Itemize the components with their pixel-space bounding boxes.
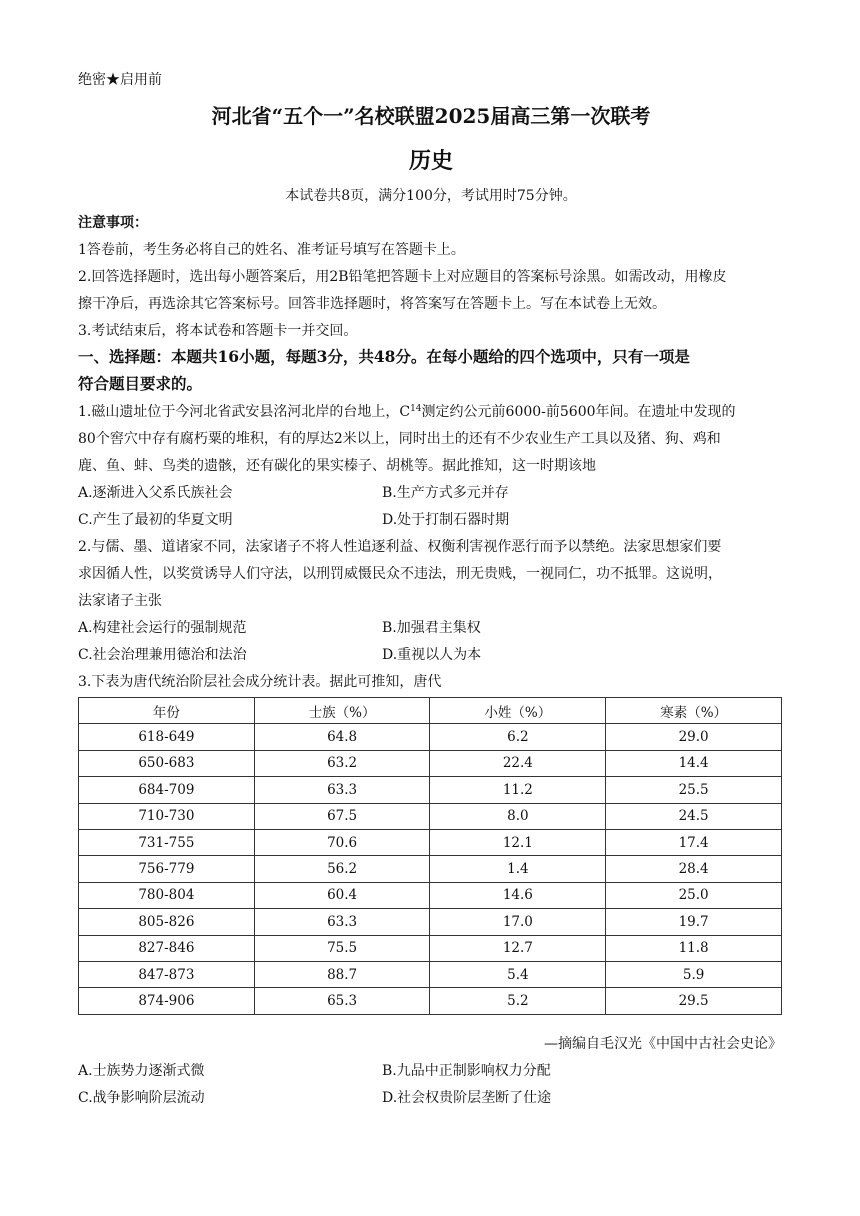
table-row (79, 777, 782, 803)
question-2-line-1: 2.与儒、墨、道诸家不同，法家诸子不将人性追逐利益、权衡利害视作恶行而予以禁绝。法家思想家们要 (78, 539, 722, 555)
table-cell: 56.2 (254, 856, 430, 882)
table-cell: 710-730 (79, 803, 255, 829)
notes-heading: 注意事项： (78, 215, 148, 231)
table-cell: 64.8 (254, 724, 430, 750)
question-1-superscript: 14 (410, 404, 422, 414)
section-heading-line-1: 一、选择题：本题共16小题，每题3分，共48分。在每小题给的四个选项中，只有一项是 (78, 347, 690, 366)
table-row (79, 750, 782, 776)
question-1-option-c[interactable]: C.产生了最初的华夏文明 (78, 512, 233, 528)
table-cell: 5.9 (606, 961, 782, 987)
table-header-cell: 士族（%） (254, 698, 430, 724)
table-header-cell: 寒素（%） (606, 698, 782, 724)
question-2-line-3: 法家诸子主张 (78, 593, 162, 609)
table-cell: 25.5 (606, 777, 782, 803)
question-2-option-b[interactable]: B.加强君主集权 (382, 620, 481, 636)
table-cell: 17.4 (606, 829, 782, 855)
section-heading-line-2: 符合题目要求的。 (78, 374, 203, 393)
question-2-line-2: 求因循人性，以奖赏诱导人们守法，以刑罚威慑民众不违法，刑无贵贱，一视同仁，功不抵罪。这说明， (78, 566, 722, 582)
table-cell: 67.5 (254, 803, 430, 829)
question-1-option-b[interactable]: B.生产方式多元并存 (382, 485, 509, 501)
note-item-2-line-2: 擦干净后，再选涂其它答案标号。回答非选择题时，将答案写在答题卡上。写在本试卷上无效。 (78, 296, 666, 312)
table-cell: 12.1 (430, 829, 606, 855)
table-cell: 19.7 (606, 909, 782, 935)
table-row (79, 856, 782, 882)
note-item-2-line-1: 2.回答选择题时，选出每小题答案后，用2B铅笔把答题卡上对应题目的答案标号涂黑。如需改动，用橡皮 (78, 269, 727, 285)
table-cell: 63.3 (254, 909, 430, 935)
question-2-option-d[interactable]: D.重视以人为本 (382, 647, 482, 663)
table-cell: 29.5 (606, 988, 782, 1014)
question-1-line-1 (78, 402, 784, 422)
table-cell: 618-649 (79, 724, 255, 750)
note-item-3: 3.考试结束后，将本试卷和答题卡一并交回。 (78, 323, 358, 339)
table-cell: 14.6 (430, 882, 606, 908)
table-cell: 684-709 (79, 777, 255, 803)
table-row (79, 909, 782, 935)
table-cell: 14.4 (606, 750, 782, 776)
table-cell: 25.0 (606, 882, 782, 908)
question-2-option-a[interactable]: A.构建社会运行的强制规范 (78, 620, 247, 636)
table-cell: 847-873 (79, 961, 255, 987)
question-1-line-2: 80个窖穴中存有腐朽粟的堆积，有的厚达2米以上，同时出土的还有不少农业生产工具以及猪、狗、鸡和 (78, 431, 721, 447)
question-1-option-a[interactable]: A.逐渐进入父系氏族社会 (78, 485, 233, 501)
exam-info: 本试卷共8页，满分100分，考试用时75分钟。 (285, 188, 577, 204)
table-row (79, 988, 782, 1014)
table-cell: 88.7 (254, 961, 430, 987)
table-cell: 805-826 (79, 909, 255, 935)
table-row (79, 935, 782, 961)
question-1-text-a: 1.磁山遗址位于今河北省武安县洺河北岸的台地上，C (78, 404, 411, 420)
table-cell: 28.4 (606, 856, 782, 882)
table-cell: 22.4 (430, 750, 606, 776)
table-cell: 756-779 (79, 856, 255, 882)
question-1-option-d[interactable]: D.处于打制石器时期 (382, 512, 510, 528)
question-3-option-b[interactable]: B.九品中正制影响权力分配 (382, 1063, 551, 1079)
table-cell: 8.0 (430, 803, 606, 829)
subject-title: 历史 (408, 148, 453, 174)
table-cell: 1.4 (430, 856, 606, 882)
table-source-note: —摘编自毛汉光《中国中古社会史论》 (544, 1036, 782, 1052)
table-cell: 63.3 (254, 777, 430, 803)
table-header-row (79, 698, 782, 724)
note-item-1: 1答卷前，考生务必将自己的姓名、准考证号填写在答题卡上。 (78, 242, 465, 258)
table-cell: 780-804 (79, 882, 255, 908)
table-row (79, 829, 782, 855)
table-cell: 17.0 (430, 909, 606, 935)
table-header-cell: 年份 (79, 698, 255, 724)
table-header-cell: 小姓（%） (430, 698, 606, 724)
table-row (79, 724, 782, 750)
data-table (78, 697, 782, 1015)
table-cell: 5.2 (430, 988, 606, 1014)
table-cell: 65.3 (254, 988, 430, 1014)
table-cell: 70.6 (254, 829, 430, 855)
table-cell: 60.4 (254, 882, 430, 908)
secrecy-label: 绝密★启用前 (78, 72, 162, 88)
table-cell: 5.4 (430, 961, 606, 987)
table-cell: 827-846 (79, 935, 255, 961)
table-cell: 11.2 (430, 777, 606, 803)
table-row (79, 882, 782, 908)
question-3-option-a[interactable]: A.士族势力逐渐式微 (78, 1063, 205, 1079)
table-cell: 731-755 (79, 829, 255, 855)
table-cell: 29.0 (606, 724, 782, 750)
question-1-line-3: 鹿、鱼、蚌、鸟类的遗骸，还有碳化的果实榛子、胡桃等。据此推知，这一时期该地 (78, 458, 596, 474)
table-cell: 6.2 (430, 724, 606, 750)
table-cell: 874-906 (79, 988, 255, 1014)
table-cell: 24.5 (606, 803, 782, 829)
question-2-option-c[interactable]: C.社会治理兼用德治和法治 (78, 647, 247, 663)
question-3-stem: 3.下表为唐代统治阶层社会成分统计表。据此可推知，唐代 (78, 674, 442, 690)
question-1-text-b: 测定约公元前6000-前5600年间。在遗址中发现的 (421, 404, 736, 420)
table-cell: 650-683 (79, 750, 255, 776)
table-row (79, 961, 782, 987)
question-3-option-d[interactable]: D.社会权贵阶层垄断了仕途 (382, 1090, 552, 1106)
table-cell: 12.7 (430, 935, 606, 961)
table-cell: 63.2 (254, 750, 430, 776)
question-3-option-c[interactable]: C.战争影响阶层流动 (78, 1090, 205, 1106)
table-row (79, 803, 782, 829)
exam-title: 河北省“五个一”名校联盟2025届高三第一次联考 (211, 104, 651, 128)
table-cell: 11.8 (606, 935, 782, 961)
table-cell: 75.5 (254, 935, 430, 961)
